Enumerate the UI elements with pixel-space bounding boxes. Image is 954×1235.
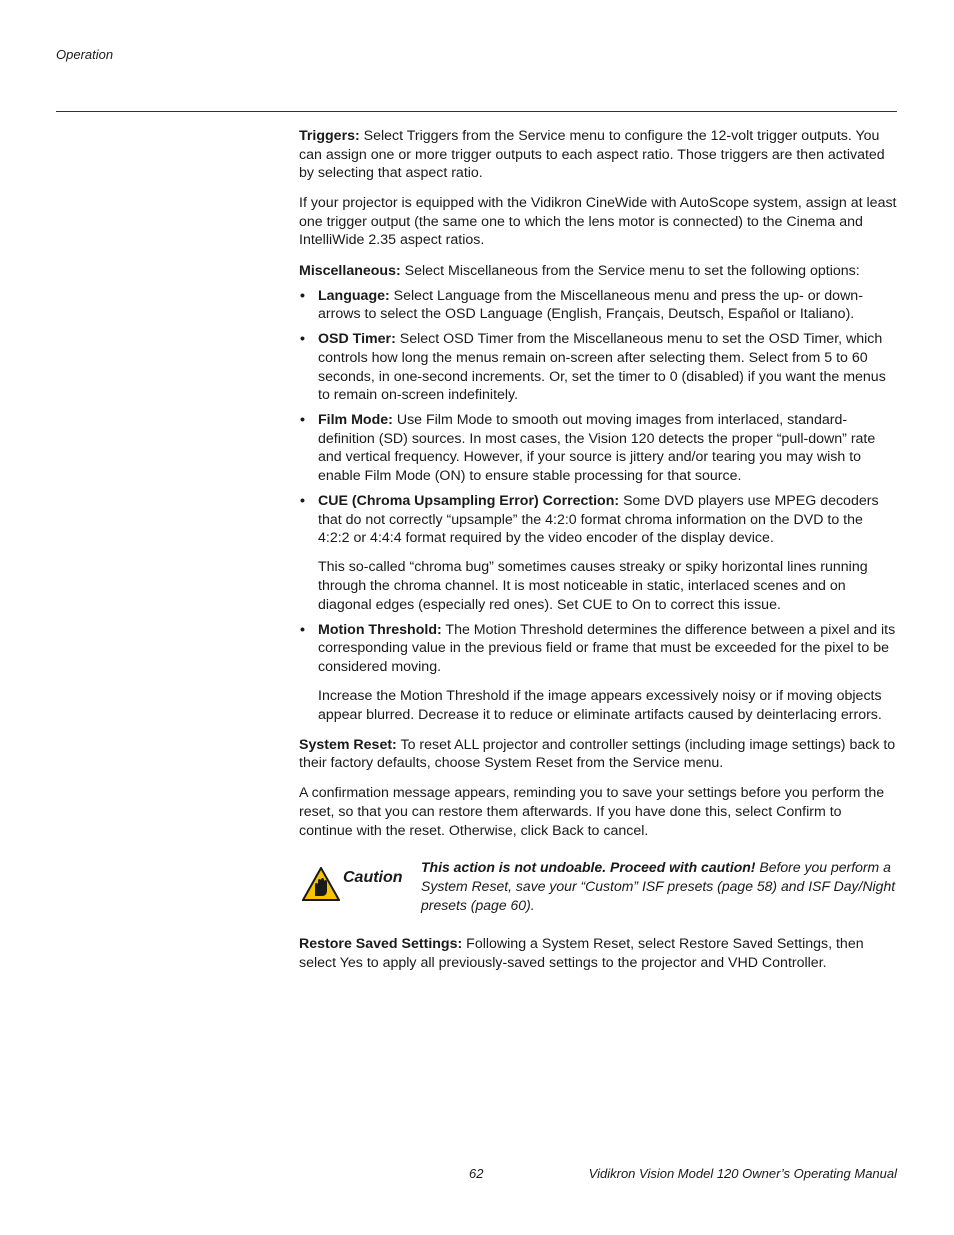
caution-box [299,858,897,916]
bullet-text: Select OSD Timer from the Miscellaneous menu to set the OSD Timer, which controls how long the menus remain on-screen after selecting them. Select from 5 to 60 seconds, in one-second increments. Or, set the timer to 0 (disabled) if you want the menus to remain on-screen indefinitely. [318,331,886,404]
triggers-note: If your projector is equipped with the Vidikron CineWide with AutoScope system, assign at least one trigger output (the same one to which the lens motor is connected) to the Cinema and IntelliWide 2.35 aspect ratios. [299,195,897,249]
paragraph-text: Following a System Reset, select Restore Saved Settings, then select Yes to apply all previously-saved settings to the projector and VHD Controller. [299,936,864,971]
bullet-item [299,411,897,485]
triggers-paragraph [299,127,897,183]
caution-body: Before you perform a System Reset, save your “Custom” ISF presets (page 58) and ISF Day/Night presets (page 60). [421,859,896,914]
bullet-followup: Increase the Motion Threshold if the image appears excessively noisy or if moving objects appear blurred. Decrease it to reduce or eliminate artifacts caused by deinterlacing errors. [318,687,882,723]
paragraph-text: To reset ALL projector and controller settings (including image settings) back to their factory defaults, choose System Reset from the Service menu. [299,736,896,772]
caution-emphasis: This action is not undoable. Proceed with caution! [421,859,756,876]
paragraph-text: Select Triggers from the Service menu to configure the 12-volt trigger outputs. You can assign one or more trigger outputs to each aspect ratio. Those triggers are then activated by selecting that aspect ratio. [299,128,885,182]
term: CUE (Chroma Upsampling Error) Correction: [318,493,620,510]
bullet-text: The Motion Threshold determines the difference between a pixel and its corresponding value in the previous field or frame that must be exceeded for the pixel to be considered moving. [318,621,896,675]
bullet-text: Some DVD players use MPEG decoders that do not correctly “upsample” the 4:2:0 format chroma information on the DVD to the 4:2:2 or 4:4:4 format required by the video encoder of the display device. [318,493,879,547]
manual-title: Vidikron Vision Model 120 Owner’s Operating Manual [588,1166,897,1181]
bullet-followup: This so-called “chroma bug” sometimes causes streaky or spiky horizontal lines running through the chroma channel. It is most noticeable in static, interlaced scenes and on diagonal edges (especially red ones). Set CUE to On to correct this issue. [318,559,868,613]
bullet-item [299,492,897,548]
term: Triggers: [299,128,360,144]
bullet-text: Use Film Mode to smooth out moving images from interlaced, standard-definition (SD) sources. In most cases, the Vision 120 detects the proper “pull-down” rate and vertical frequency. However, if your source is jittery and/or tearing you may wish to enable Film Mode (ON) to ensure stable processing for that source. [318,412,876,484]
caution-hand-icon [302,867,340,901]
term: Motion Threshold: [318,621,442,638]
running-header: Operation [56,47,114,62]
system-reset-note: A confirmation message appears, reminding you to save your settings before you perform the reset, so that you can restore them afterwards. If you have done this, select Confirm to continue with the reset. Otherwise, click Back to cancel. [299,785,885,839]
bullet-item [299,287,897,324]
caution-text [421,858,897,915]
page-number: 62 [469,1166,484,1181]
body-content [299,127,897,972]
caution-label: Caution [343,869,403,887]
paragraph-text: Select Miscellaneous from the Service menu to set the following options: [400,262,860,279]
header-rule [56,111,897,112]
miscellaneous-paragraph [299,262,897,281]
bullet-item [299,330,897,404]
term: Restore Saved Settings: [299,936,463,953]
term: Language: [318,287,390,304]
restore-settings-paragraph [299,935,897,972]
system-reset-paragraph [299,736,897,773]
bullet-text: Select Language from the Miscellaneous menu and press the up- or down-arrows to select the OSD Language (English, Français, Deutsch, Español or Italiano). [318,287,863,323]
term: Miscellaneous: [299,262,401,279]
term: System Reset: [299,736,397,753]
bullet-item [299,621,897,677]
term: OSD Timer: [318,331,396,348]
term: Film Mode: [318,412,393,429]
